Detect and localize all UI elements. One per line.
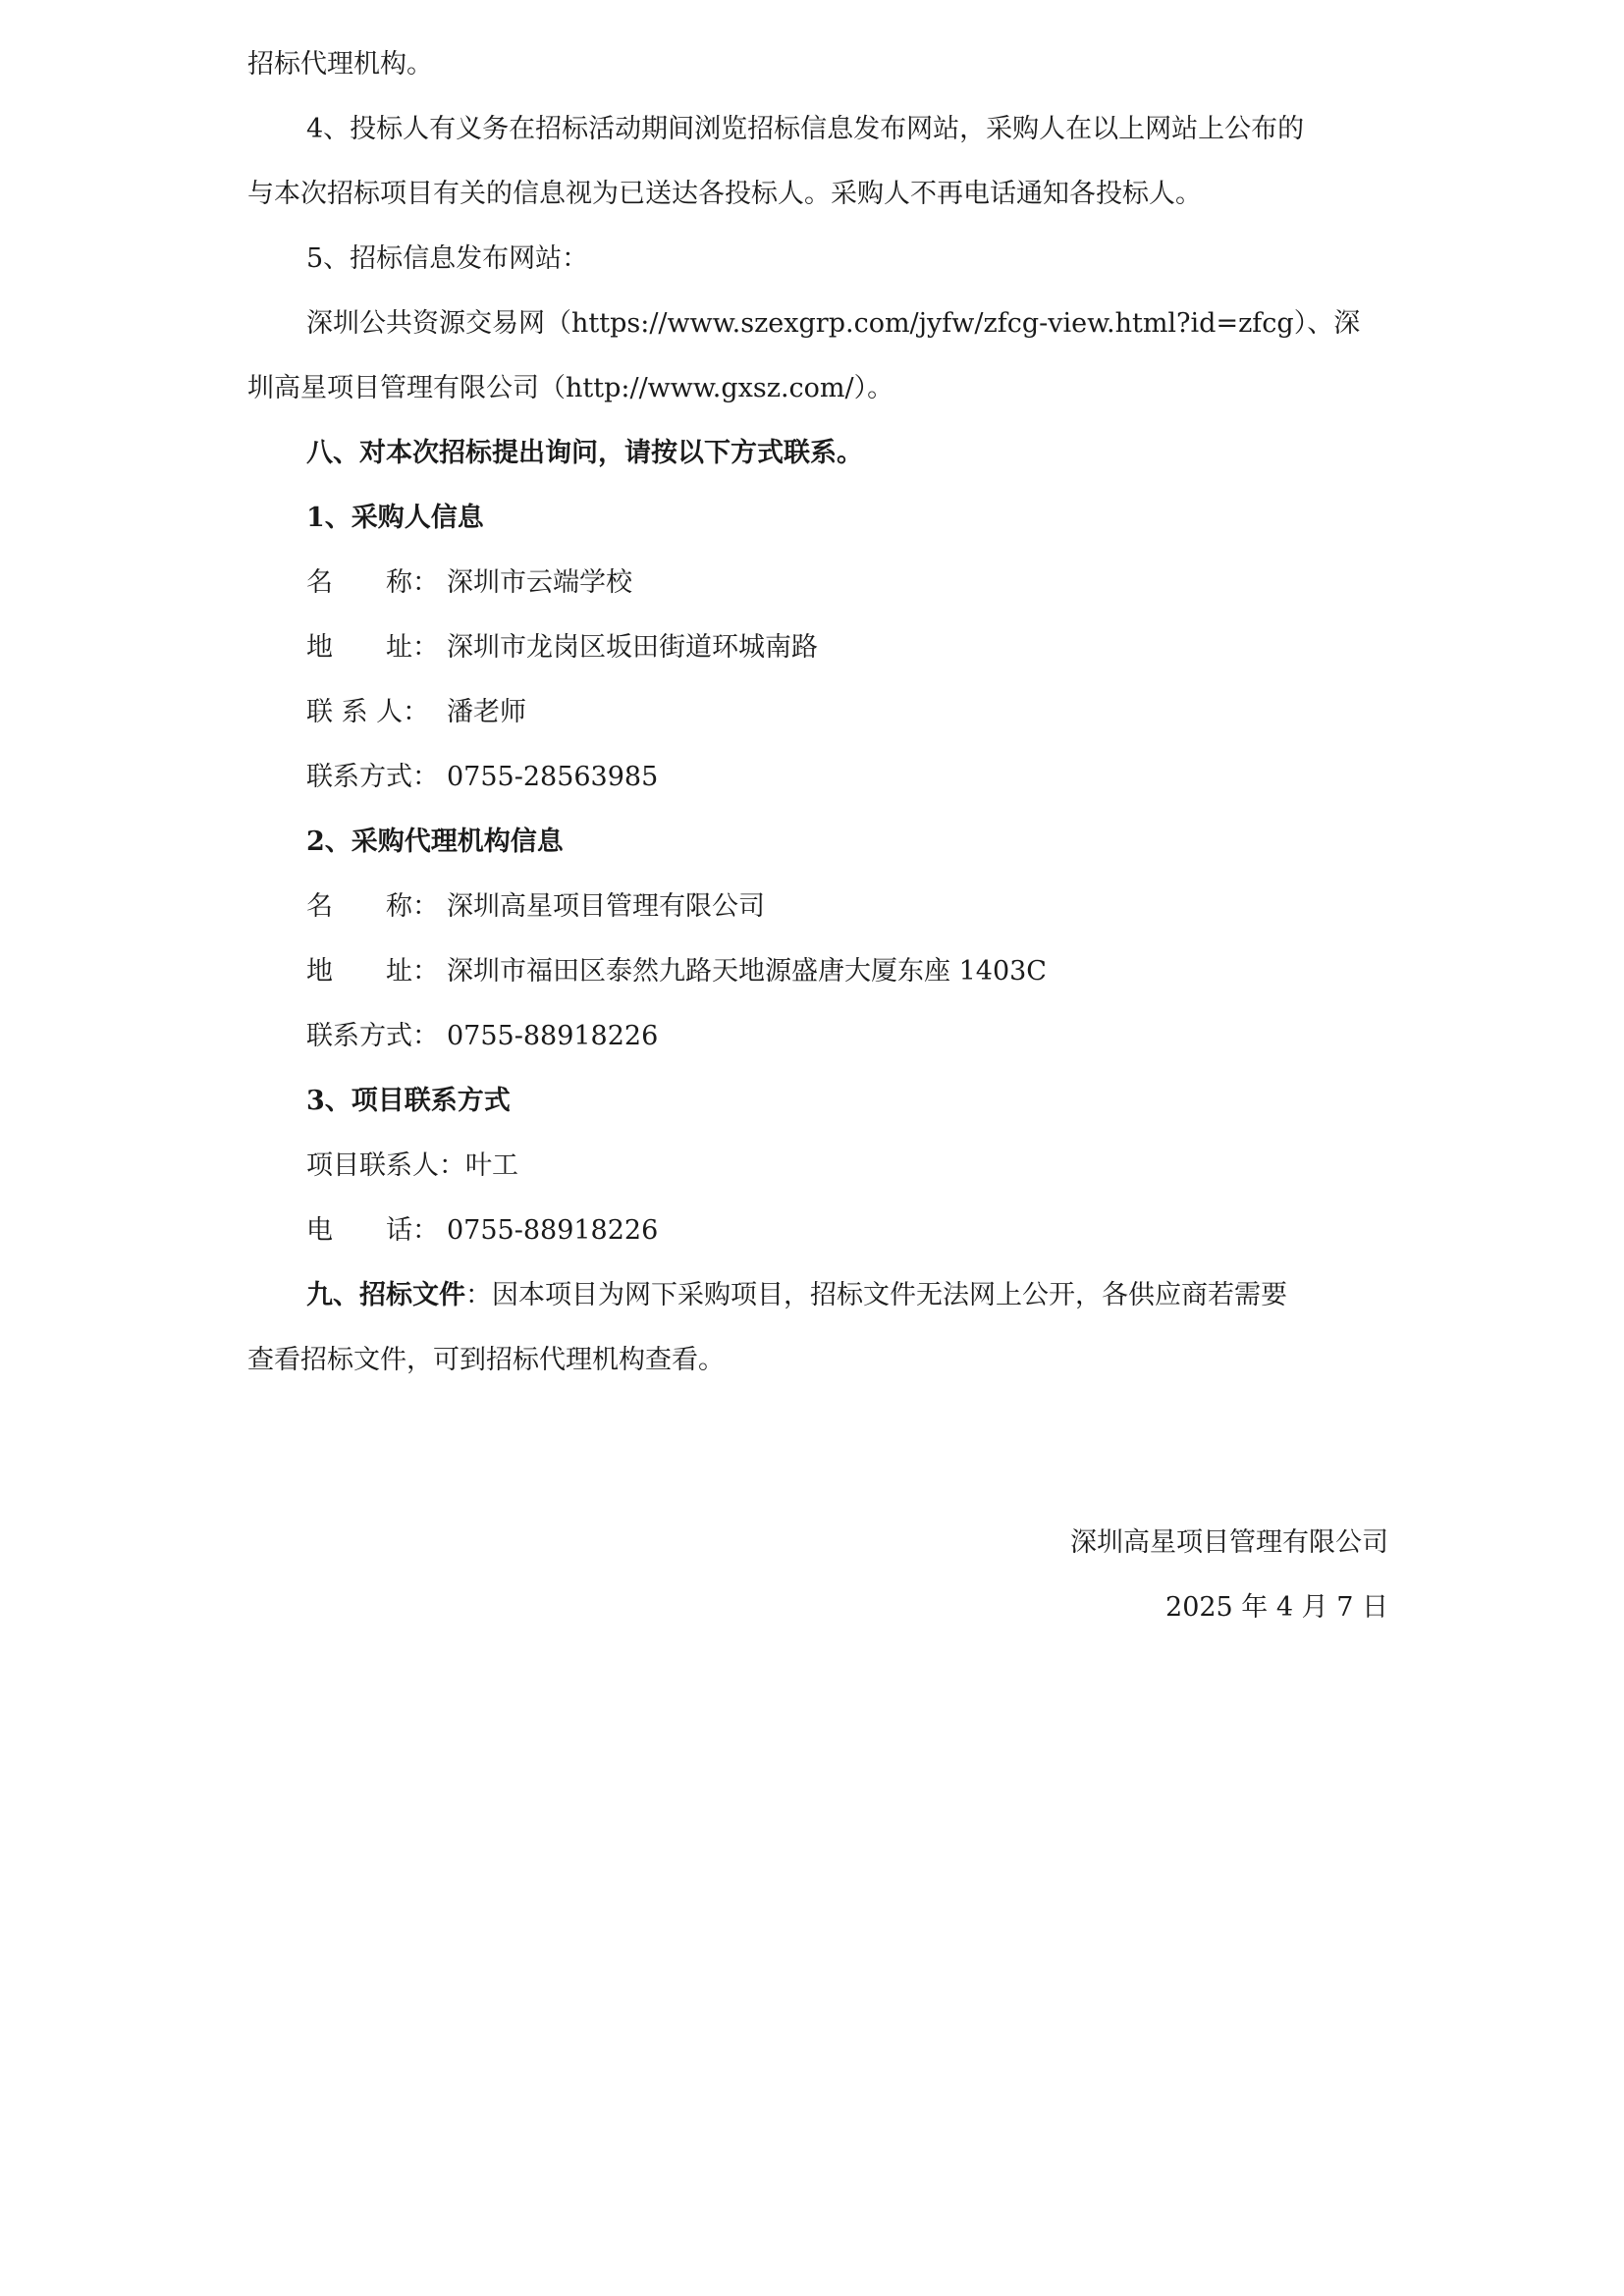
project-phone-value: 0755-88918226 [447,1215,659,1246]
agency-info-heading: 2、采购代理机构信息 [306,827,564,857]
signature-company: 深圳高星项目管理有限公司 [1070,1527,1388,1558]
paragraph-item-5: 5、招标信息发布网站： [306,243,589,274]
project-contact-heading: 3、项目联系方式 [306,1086,511,1116]
websites-line: 深圳公共资源交易网（https://www.szexgrp.com/jyfw/zfcg-view.html?id=zfcg）、深 [306,308,1361,339]
paragraph-item-4-cont: 与本次招标项目有关的信息视为已送达各投标人。采购人不再电话通知各投标人。 [247,179,1202,209]
field-label: 项目联系人： [306,1150,465,1181]
purchaser-address-value: 深圳市龙岗区坂田街道环城南路 [447,632,818,663]
field-label: 电 话： [306,1215,439,1246]
purchaser-address-row [306,628,818,667]
field-label: 地 址： [306,632,439,663]
purchaser-name-row [306,563,632,603]
field-label: 联 系 人： [306,697,430,727]
field-label: 地 址： [306,956,439,987]
section-9-heading: 九、招标文件 [306,1280,465,1310]
field-label: 联系方式： [306,762,439,792]
section-8-heading: 八、对本次招标提出询问，请按以下方式联系。 [306,438,863,468]
agency-address-value: 深圳市福田区泰然九路天地源盛唐大厦东座 1403C [447,956,1047,987]
section-9-paragraph [306,1276,1287,1315]
purchaser-contact-value: 潘老师 [447,697,526,727]
project-phone-row [306,1211,658,1251]
section-9-paragraph-cont: 查看招标文件，可到招标代理机构查看。 [247,1345,725,1375]
signature-date: 2025 年 4 月 7 日 [1165,1592,1388,1623]
purchaser-phone-value: 0755-28563985 [447,762,659,792]
agency-address-row [306,952,1047,991]
field-label: 名 称： [306,567,439,598]
field-label: 联系方式： [306,1021,439,1051]
paragraph-item-4: 4、投标人有义务在招标活动期间浏览招标信息发布网站，采购人在以上网站上公布的 [306,114,1305,144]
websites-line-cont: 圳高星项目管理有限公司（http://www.gxsz.com/）。 [247,373,894,403]
agency-phone-row [306,1017,658,1056]
purchaser-phone-row [306,758,658,797]
paragraph-agency-ending: 招标代理机构。 [247,49,433,80]
section-9-text: ：因本项目为网下采购项目，招标文件无法网上公开，各供应商若需要 [465,1280,1287,1310]
agency-name-row [306,887,765,927]
agency-phone-value: 0755-88918226 [447,1021,659,1051]
purchaser-name-value: 深圳市云端学校 [447,567,632,598]
purchaser-contact-row [306,693,526,732]
project-contact-row [306,1147,518,1186]
purchaser-info-heading: 1、采购人信息 [306,503,484,533]
agency-name-value: 深圳高星项目管理有限公司 [447,891,765,922]
project-contact-value: 叶工 [465,1150,518,1181]
field-label: 名 称： [306,891,439,922]
